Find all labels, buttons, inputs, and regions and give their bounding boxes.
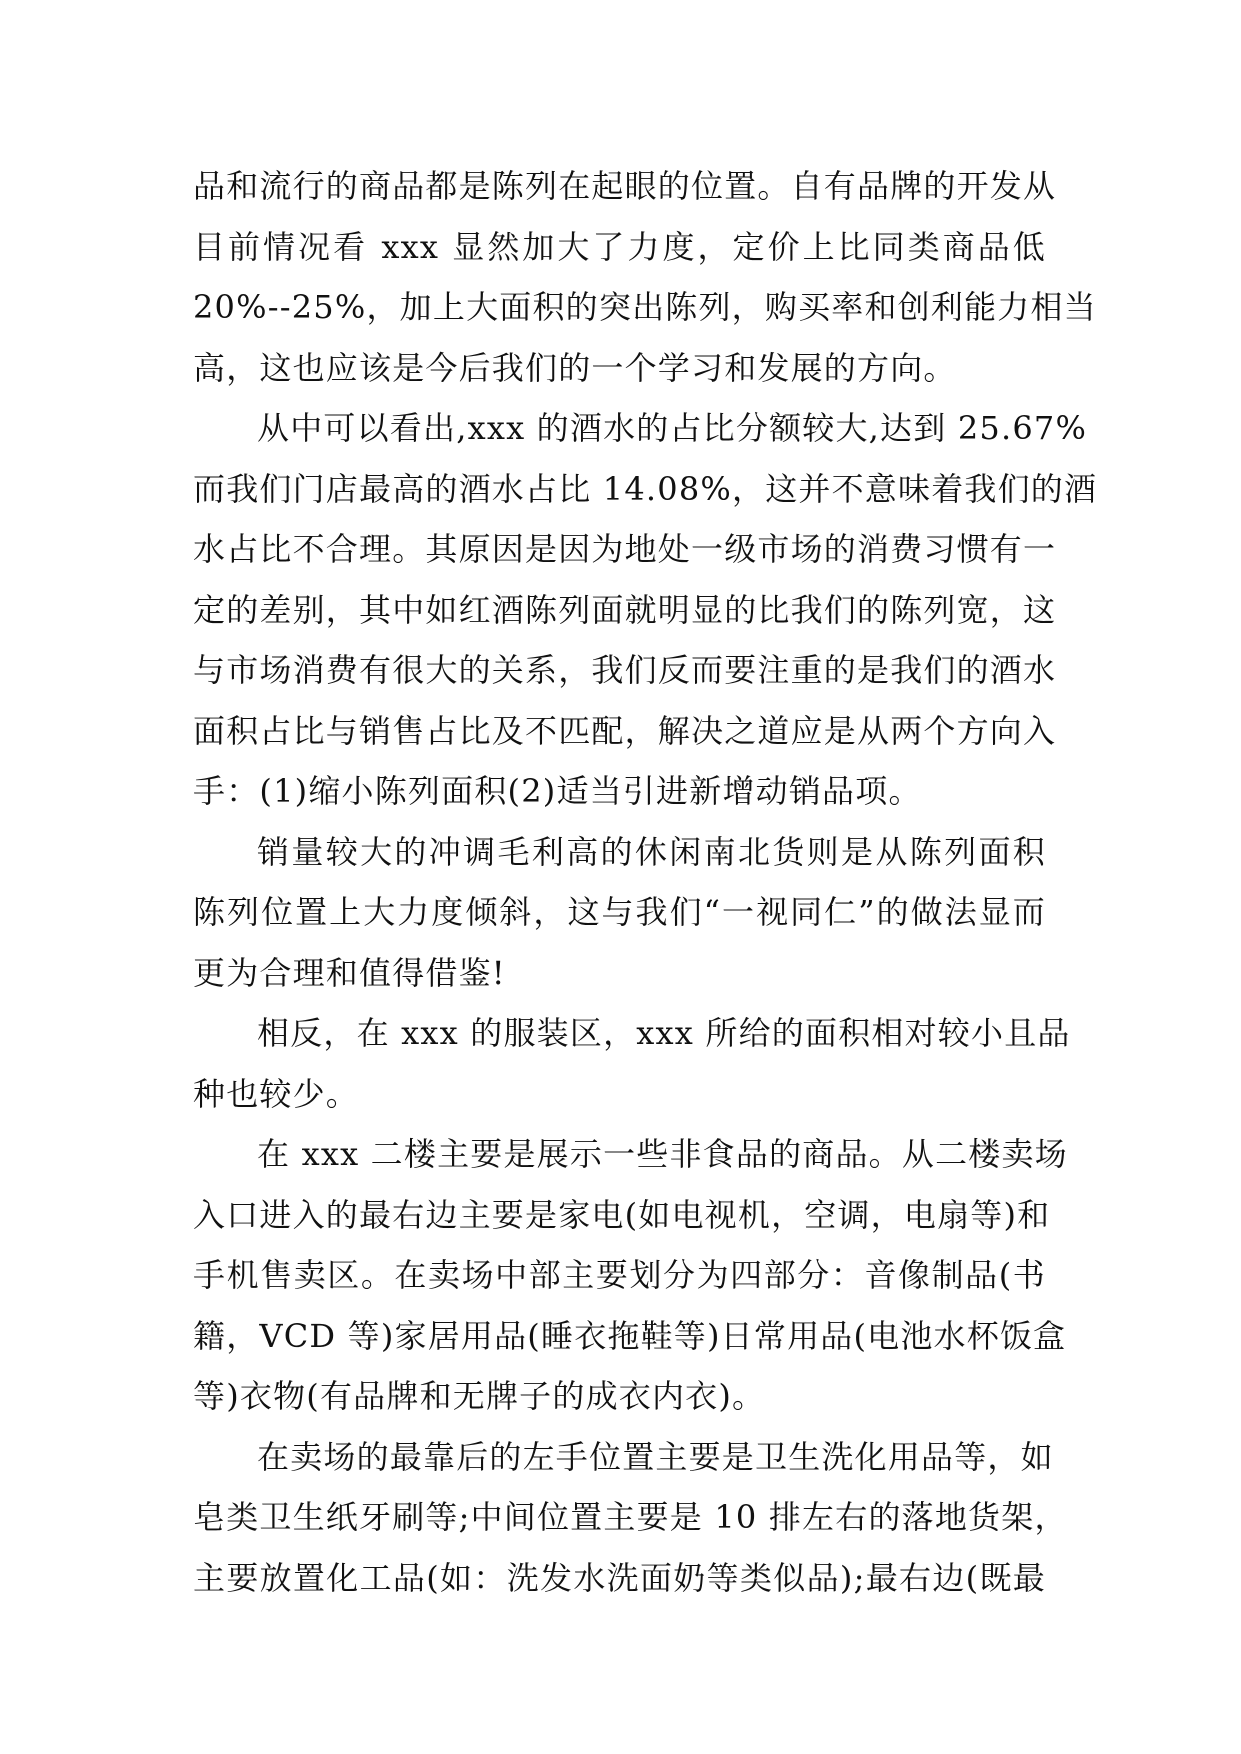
text-line: 销量较大的冲调毛利高的休闲南北货则是从陈列面积 bbox=[257, 832, 1046, 871]
text-line: 面积占比与销售占比及不匹配，解决之道应是从两个方向入 bbox=[193, 711, 1057, 750]
text-line: 籍，VCD 等)家居用品(睡衣拖鞋等)日常用品(电池水杯饭盒 bbox=[193, 1316, 1067, 1355]
text-line: 从中可以看出,xxx 的酒水的占比分额较大,达到 25.67% bbox=[257, 409, 1088, 447]
body-text bbox=[193, 156, 1098, 1608]
text-line: 在卖场的最靠后的左手位置主要是卫生洗化用品等，如 bbox=[257, 1437, 1054, 1476]
text-line: 皂类卫生纸牙刷等;中间位置主要是 10 排左右的落地货架， bbox=[193, 1498, 1068, 1536]
text-line: 20%--25%，加上大面积的突出陈列，购买率和创利能力相当 bbox=[193, 288, 1097, 326]
text-line: 高，这也应该是今后我们的一个学习和发展的方向。 bbox=[193, 348, 957, 387]
text-line: 手：(1)缩小陈列面积(2)适当引进新增动销品项。 bbox=[193, 772, 922, 810]
text-line: 品和流行的商品都是陈列在起眼的位置。自有品牌的开发从 bbox=[193, 167, 1057, 205]
text-line: 目前情况看 xxx 显然加大了力度，定价上比同类商品低 bbox=[193, 227, 1046, 266]
text-line: 种也较少。 bbox=[193, 1074, 360, 1113]
text-line: 手机售卖区。在卖场中部主要划分为四部分：音像制品(书 bbox=[193, 1256, 1046, 1294]
text-line: 定的差别，其中如红酒陈列面就明显的比我们的陈列宽，这 bbox=[193, 590, 1057, 629]
text-line: 主要放置化工品(如：洗发水洗面奶等类似品);最右边(既最 bbox=[193, 1558, 1046, 1597]
text-line: 陈列位置上大力度倾斜，这与我们“一视同仁”的做法显而 bbox=[193, 893, 1046, 931]
text-line: 水占比不合理。其原因是因为地处一级市场的消费习惯有一 bbox=[193, 530, 1057, 568]
text-line: 等)衣物(有品牌和无牌子的成衣内衣)。 bbox=[193, 1377, 766, 1415]
text-line: 相反，在 xxx 的服装区，xxx 所给的面积相对较小且品 bbox=[257, 1014, 1071, 1052]
text-line: 在 xxx 二楼主要是展示一些非食品的商品。从二楼卖场 bbox=[257, 1135, 1068, 1173]
text-line: 更为合理和值得借鉴! bbox=[193, 953, 506, 992]
text-line: 而我们门店最高的酒水占比 14.08%，这并不意味着我们的酒 bbox=[193, 469, 1098, 508]
text-line: 入口进入的最右边主要是家电(如电视机，空调，电扇等)和 bbox=[193, 1195, 1051, 1234]
text-line: 与市场消费有很大的关系，我们反而要注重的是我们的酒水 bbox=[193, 651, 1057, 689]
